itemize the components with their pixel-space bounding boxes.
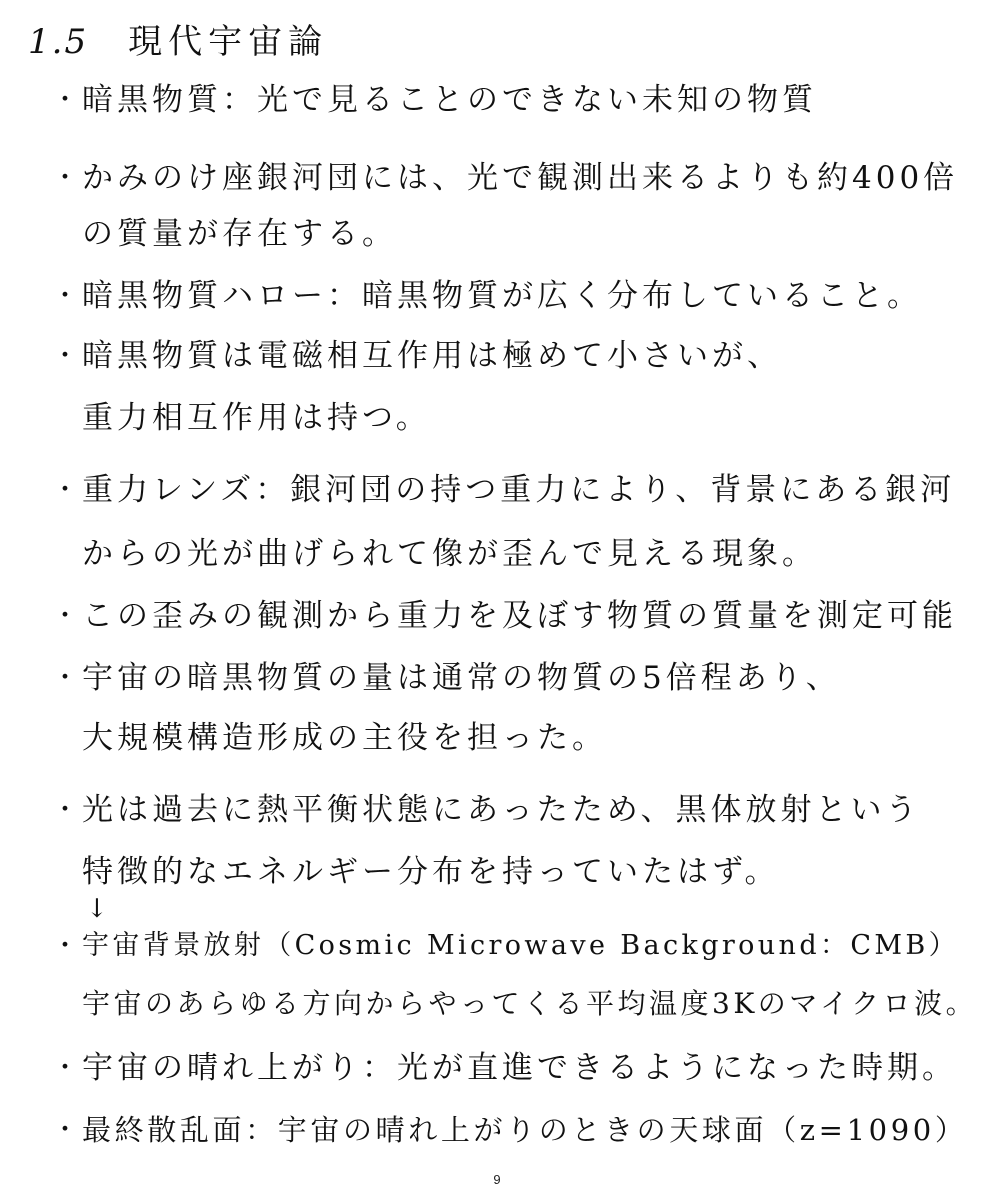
- continuation-line: [82, 984, 977, 1024]
- note-text: 宇宙の晴れ上がり：光が直進できるようになった時期。: [82, 1050, 957, 1086]
- bullet-dot-icon: ・: [52, 475, 79, 505]
- bullet-dot-icon: ・: [52, 795, 79, 825]
- note-text: かみのけ座銀河団には、光で観測出来るよりも約400倍: [82, 160, 959, 196]
- bullet-dot-icon: ・: [52, 341, 79, 371]
- note-text: 重力相互作用は持つ。: [82, 400, 431, 436]
- continuation-line: [82, 534, 817, 574]
- bullet-item: [52, 80, 817, 120]
- bullet-dot-icon: ・: [52, 663, 79, 693]
- note-text: 特徴的なエネルギー分布を持っていたはず。: [82, 854, 780, 890]
- section-number: 1.5: [28, 22, 89, 62]
- bullet-dot-icon: ・: [52, 1115, 79, 1145]
- bullet-dot-icon: ・: [52, 1053, 79, 1083]
- note-text: 大規模構造形成の主役を担った。: [82, 720, 607, 756]
- bullet-item: [52, 596, 957, 636]
- bullet-item: [52, 276, 922, 316]
- continuation-line: [82, 718, 607, 758]
- bullet-dot-icon: ・: [52, 601, 79, 631]
- note-text: の質量が存在する。: [82, 216, 397, 252]
- section-title: 現代宇宙論: [128, 22, 329, 62]
- note-text: 暗黒物質は電磁相互作用は極めて小さいが、: [82, 338, 782, 374]
- note-text: からの光が曲げられて像が歪んで見える現象。: [82, 536, 817, 572]
- continuation-line: [82, 398, 431, 438]
- page-number: 9: [493, 1172, 501, 1187]
- note-text: 宇宙の暗黒物質の量は通常の物質の5倍程あり、: [82, 660, 841, 696]
- note-text: 宇宙背景放射（Cosmic Microwave Background：CMB）: [82, 930, 959, 961]
- bullet-item: [52, 1110, 968, 1150]
- continuation-line: [82, 214, 397, 254]
- bullet-item: [52, 158, 958, 198]
- arrow-down-icon: ↓: [86, 894, 108, 924]
- bullet-item: [52, 926, 959, 966]
- note-text: 暗黒物質ハロー：暗黒物質が広く分布していること。: [82, 278, 922, 314]
- section-heading: [28, 14, 328, 63]
- bullet-item: [52, 336, 782, 376]
- continuation-line: [82, 852, 780, 892]
- bullet-dot-icon: ・: [52, 85, 79, 115]
- note-text: 暗黒物質：光で見ることのできない未知の物質: [82, 82, 817, 118]
- bullet-dot-icon: ・: [52, 163, 79, 193]
- bullet-item: [52, 790, 920, 830]
- note-text: 重力レンズ：銀河団の持つ重力により、背景にある銀河: [82, 472, 956, 508]
- bullet-item: [52, 1048, 957, 1088]
- note-text: 光は過去に熱平衡状態にあったため、黒体放射という: [82, 792, 921, 828]
- note-text: 宇宙のあらゆる方向からやってくる平均温度3Kのマイクロ波。: [82, 987, 978, 1020]
- bullet-item: [52, 658, 841, 698]
- note-text: この歪みの観測から重力を及ぼす物質の質量を測定可能: [82, 598, 957, 634]
- bullet-dot-icon: ・: [52, 281, 79, 311]
- bullet-dot-icon: ・: [52, 931, 79, 961]
- note-text: 最終散乱面：宇宙の晴れ上がりのときの天球面（z=1090）: [82, 1113, 968, 1147]
- bullet-item: [52, 470, 955, 510]
